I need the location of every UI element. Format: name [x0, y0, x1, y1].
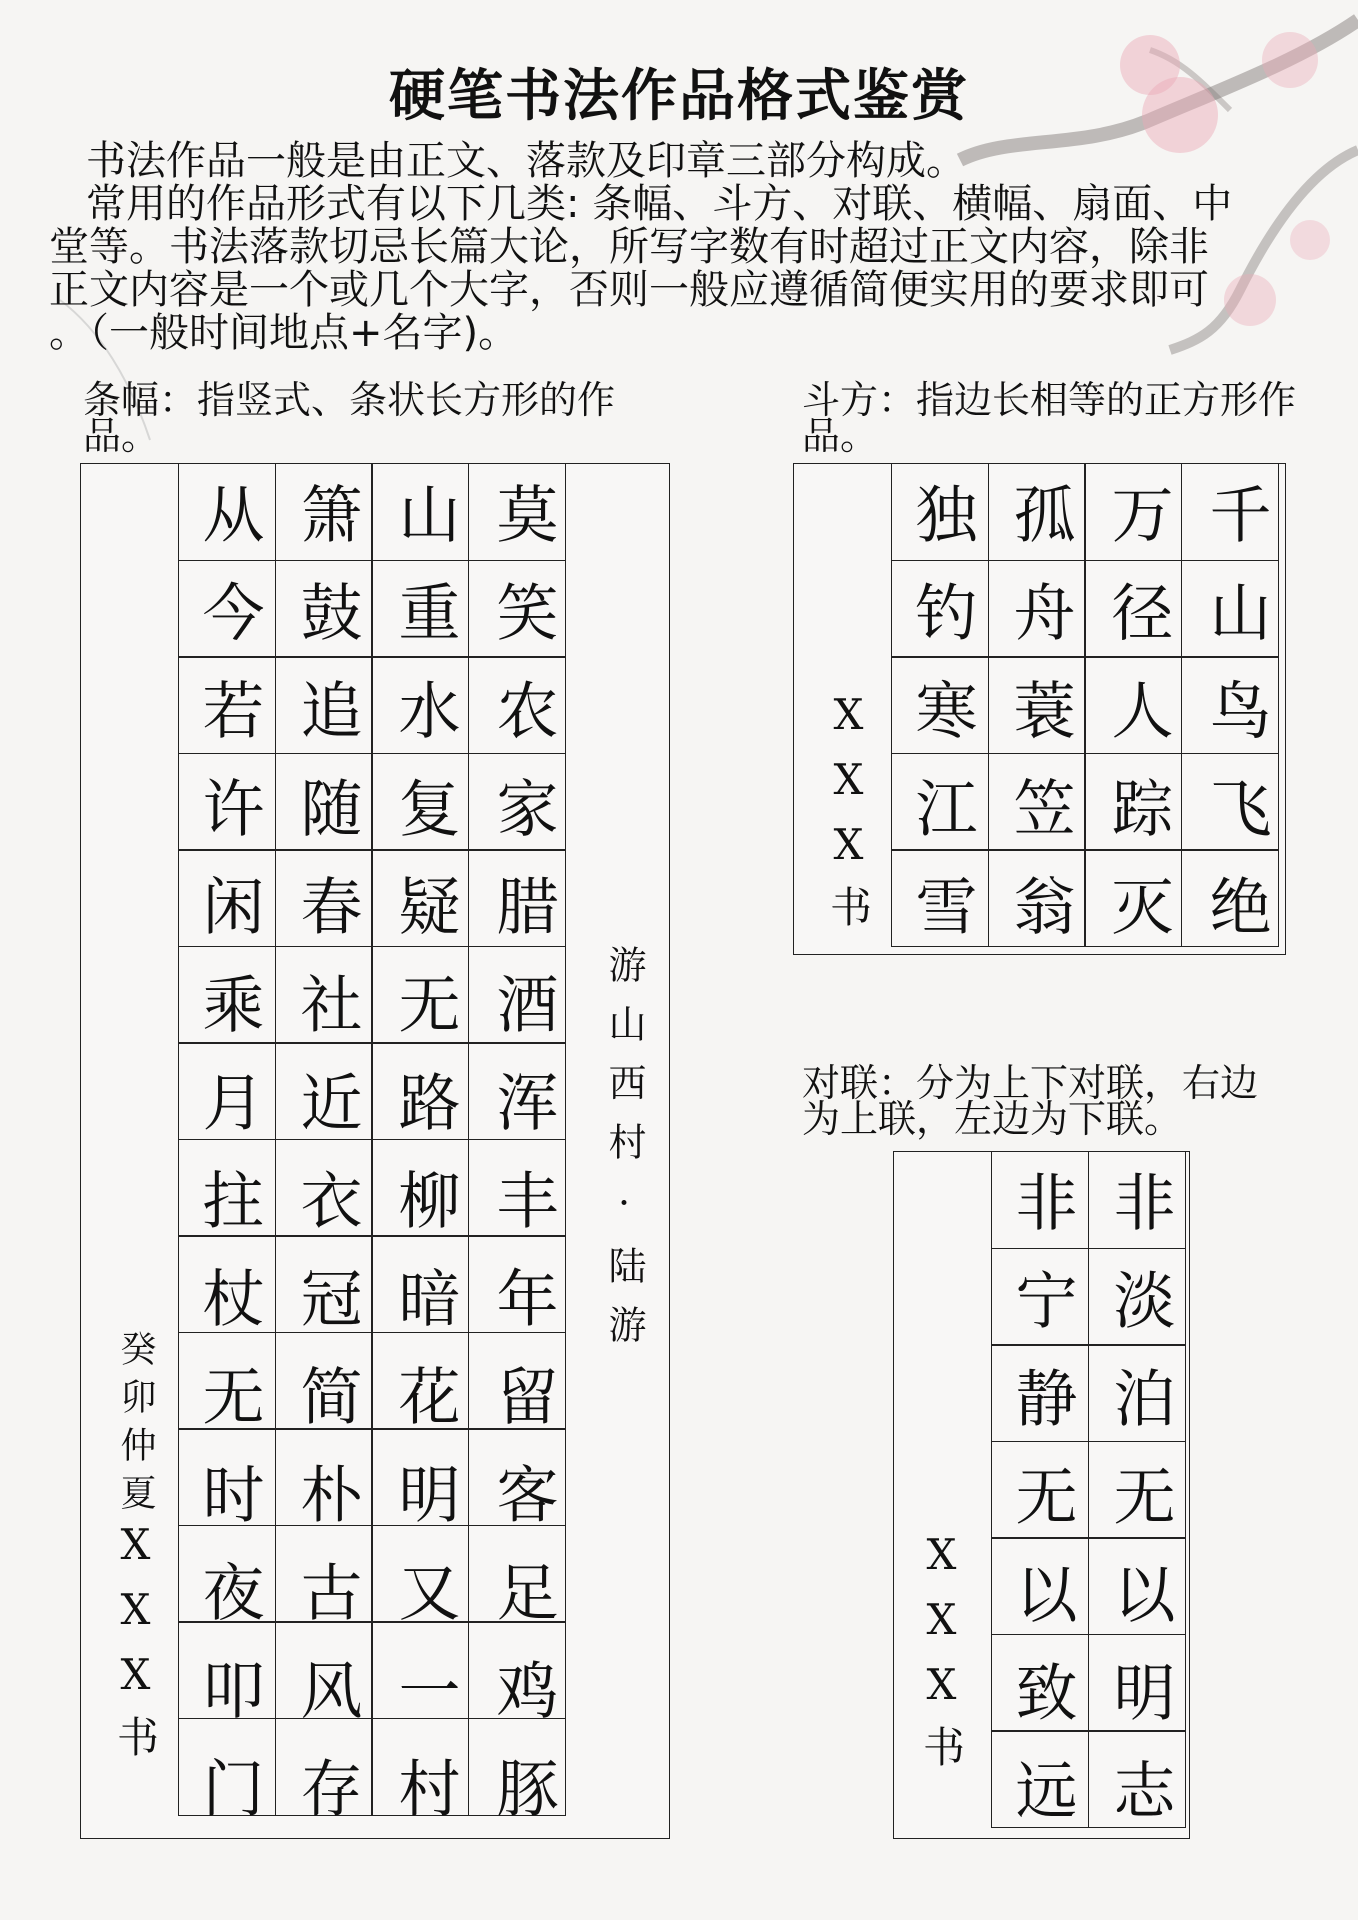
page-title: 硬笔书法作品格式鉴赏: [389, 64, 969, 129]
doufang-column: 孤舟蓑笠翁: [1003, 482, 1076, 972]
label-line: 为上联，左边为下联。: [802, 1097, 1183, 1141]
tiaofu-column: 箫鼓追随春社近衣冠简朴古风存: [290, 482, 363, 1854]
label-line: 品。: [802, 414, 879, 458]
duilian-lower-couplet: 非宁静无以致远: [1005, 1170, 1078, 1856]
intro-line: 。（一般时间地点+名字)。: [49, 310, 519, 356]
label-line: 对联：分为上下对联，右边: [802, 1061, 1259, 1105]
label-line: 斗方：指边长相等的正方形作: [802, 378, 1297, 422]
tiaofu-title-signature: 游山西村·陆游: [602, 945, 646, 1364]
tiaofu-column: 从今若许闲乘月拄杖无时夜叩门: [192, 482, 265, 1854]
label-line: 条幅：指竖式、条状长方形的作: [83, 378, 616, 422]
intro-paragraph: [49, 140, 1232, 355]
tiaofu-name-signature: XXX书: [111, 1520, 160, 1773]
doufang-signature: XXX书: [824, 690, 873, 943]
intro-line: 堂等。书法落款切忌长篇大论，所写字数有时超过正文内容，除非: [49, 224, 1209, 270]
label-line: 品。: [83, 414, 160, 458]
duilian-label: [802, 1061, 1259, 1141]
duilian-upper-couplet: 非淡泊无以明志: [1103, 1170, 1176, 1856]
doufang-label: [802, 378, 1297, 458]
doufang-column: 万径人踪灭: [1101, 482, 1174, 972]
duilian-signature: XXX书: [917, 1530, 966, 1783]
tiaofu-column: 山重水复疑无路柳暗花明又一村: [388, 482, 461, 1854]
doufang-column: 独钓寒江雪: [905, 482, 978, 972]
tiaofu-label: [83, 378, 616, 458]
intro-line: 常用的作品形式有以下几类: 条幅、斗方、对联、横幅、扇面、中: [86, 181, 1233, 227]
intro-line: 正文内容是一个或几个大字，否则一般应遵循简便实用的要求即可: [49, 267, 1209, 313]
tiaofu-date-signature: 癸卯仲夏: [115, 1330, 156, 1522]
intro-line: 书法作品一般是由正文、落款及印章三部分构成。: [86, 138, 966, 184]
tiaofu-column: 莫笑农家腊酒浑丰年留客足鸡豚: [486, 482, 559, 1854]
doufang-column: 千山鸟飞绝: [1199, 482, 1272, 972]
